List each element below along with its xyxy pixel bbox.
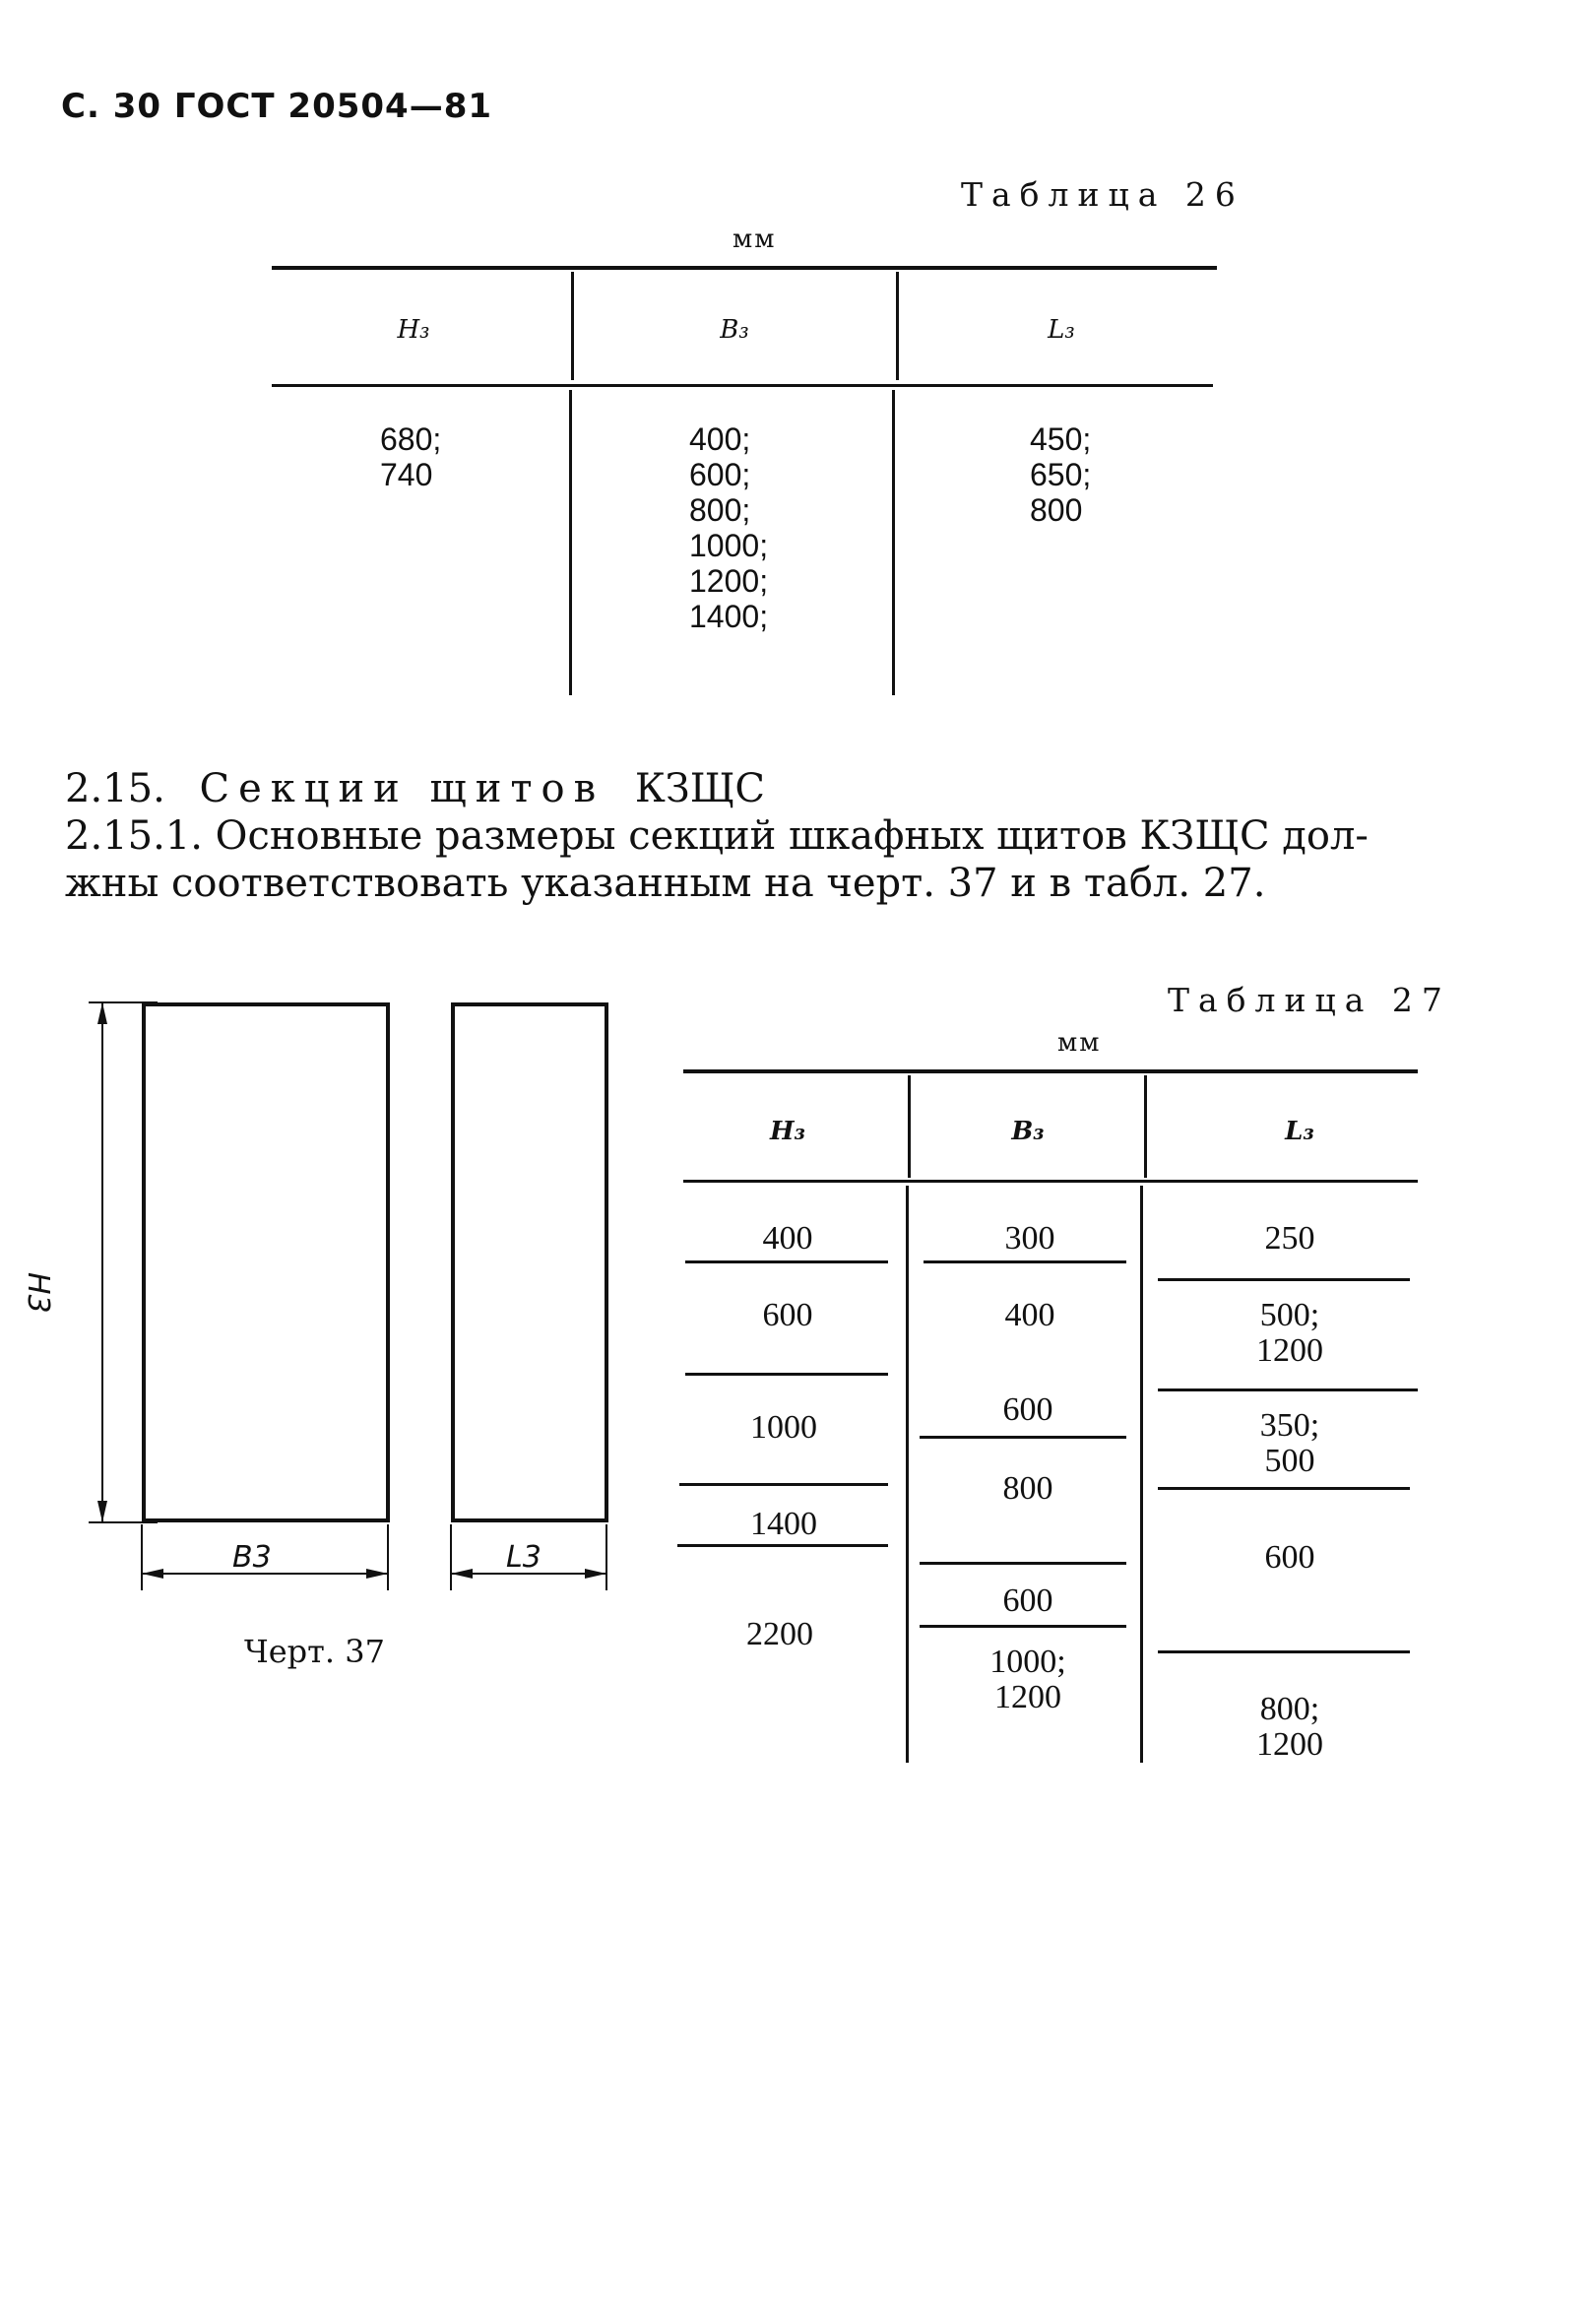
row-rule (685, 1373, 888, 1376)
section-number: 2.15. (65, 766, 165, 811)
dimension-label-l: L3 (506, 1540, 542, 1575)
page-header: С. 30 ГОСТ 20504—81 (61, 87, 493, 126)
row-rule (1158, 1650, 1410, 1653)
table-27-b-cell: 300 (1004, 1220, 1055, 1257)
table-26-divider (571, 272, 574, 380)
table-26-divider (569, 390, 572, 695)
table-27-caption: Таблица 27 (1168, 981, 1451, 1019)
table-27-b-cell: 1000; 1200 (989, 1644, 1066, 1715)
table-27-divider (1144, 1075, 1147, 1178)
side-view-outline (453, 1004, 606, 1520)
table-26-col-l: L₃ (1048, 315, 1075, 345)
table-27-l-cell: 800; 1200 (1256, 1691, 1323, 1763)
table-26-unit: мм (733, 225, 777, 254)
table-27-h-cell: 400 (762, 1220, 813, 1257)
table-27-divider (908, 1075, 911, 1178)
table-27-header-rule (683, 1180, 1418, 1183)
table-26-b-values: 400; 600; 800; 1000; 1200; 1400; (689, 421, 769, 634)
row-rule (920, 1625, 1126, 1628)
row-rule (679, 1483, 888, 1486)
table-27-col-b: B₃ (1011, 1117, 1045, 1146)
table-27-top-rule (683, 1069, 1418, 1073)
table-26-col-h: H₃ (397, 315, 430, 345)
table-27-h-cell: 2200 (746, 1616, 813, 1652)
row-rule (1158, 1487, 1410, 1490)
row-rule (1158, 1388, 1418, 1391)
table-27-divider (906, 1186, 909, 1763)
section-heading (65, 766, 765, 811)
table-26-col-b: B₃ (720, 315, 749, 345)
table-26-divider (892, 390, 895, 695)
table-27-col-h: H₃ (770, 1117, 805, 1146)
table-26-header-rule (272, 384, 1213, 387)
table-27-h-cell: 1400 (750, 1506, 817, 1542)
drawing-caption: Черт. 37 (244, 1633, 385, 1670)
paragraph-line: 2.15.1. Основные размеры секций шкафных щитов КЗЩС дол- (65, 813, 1369, 859)
row-rule (924, 1260, 1126, 1263)
row-rule (677, 1544, 888, 1547)
table-27-h-cell: 1000 (750, 1409, 817, 1446)
paragraph-line: жны соответствовать указанным на черт. 37 и в табл. 27. (65, 861, 1266, 906)
table-27-h-cell: 600 (762, 1297, 813, 1333)
table-27-b-cell: 600 (1002, 1582, 1053, 1619)
table-27-col-l: L₃ (1285, 1117, 1314, 1146)
front-view-outline (144, 1004, 388, 1520)
table-26-l-values: 450; 650; 800 (1030, 421, 1092, 528)
row-rule (920, 1562, 1126, 1565)
table-27-b-cell: 400 (1004, 1297, 1055, 1333)
table-27-divider (1140, 1186, 1143, 1763)
row-rule (685, 1260, 888, 1263)
table-26-h-values: 680; 740 (380, 421, 442, 492)
row-rule (1158, 1278, 1410, 1281)
section-code: КЗЩС (634, 766, 765, 811)
table-27-b-cell: 800 (1002, 1470, 1053, 1507)
table-26-top-rule (272, 266, 1217, 270)
table-26-caption: Таблица 26 (961, 175, 1244, 214)
section-title: Секции щитов (199, 766, 605, 811)
table-27-b-cell: 600 (1002, 1391, 1053, 1428)
table-27-l-cell: 250 (1264, 1220, 1315, 1257)
table-27-l-cell: 500; 1200 (1256, 1297, 1323, 1369)
table-27-l-cell: 600 (1264, 1539, 1315, 1576)
dimension-label-h: H3 (21, 1272, 55, 1314)
dimension-label-b: B3 (232, 1540, 272, 1575)
table-26-divider (896, 272, 899, 380)
drawing-37 (59, 985, 630, 1615)
row-rule (920, 1436, 1126, 1439)
table-27-unit: мм (1057, 1028, 1102, 1058)
table-27-l-cell: 350; 500 (1259, 1407, 1320, 1479)
